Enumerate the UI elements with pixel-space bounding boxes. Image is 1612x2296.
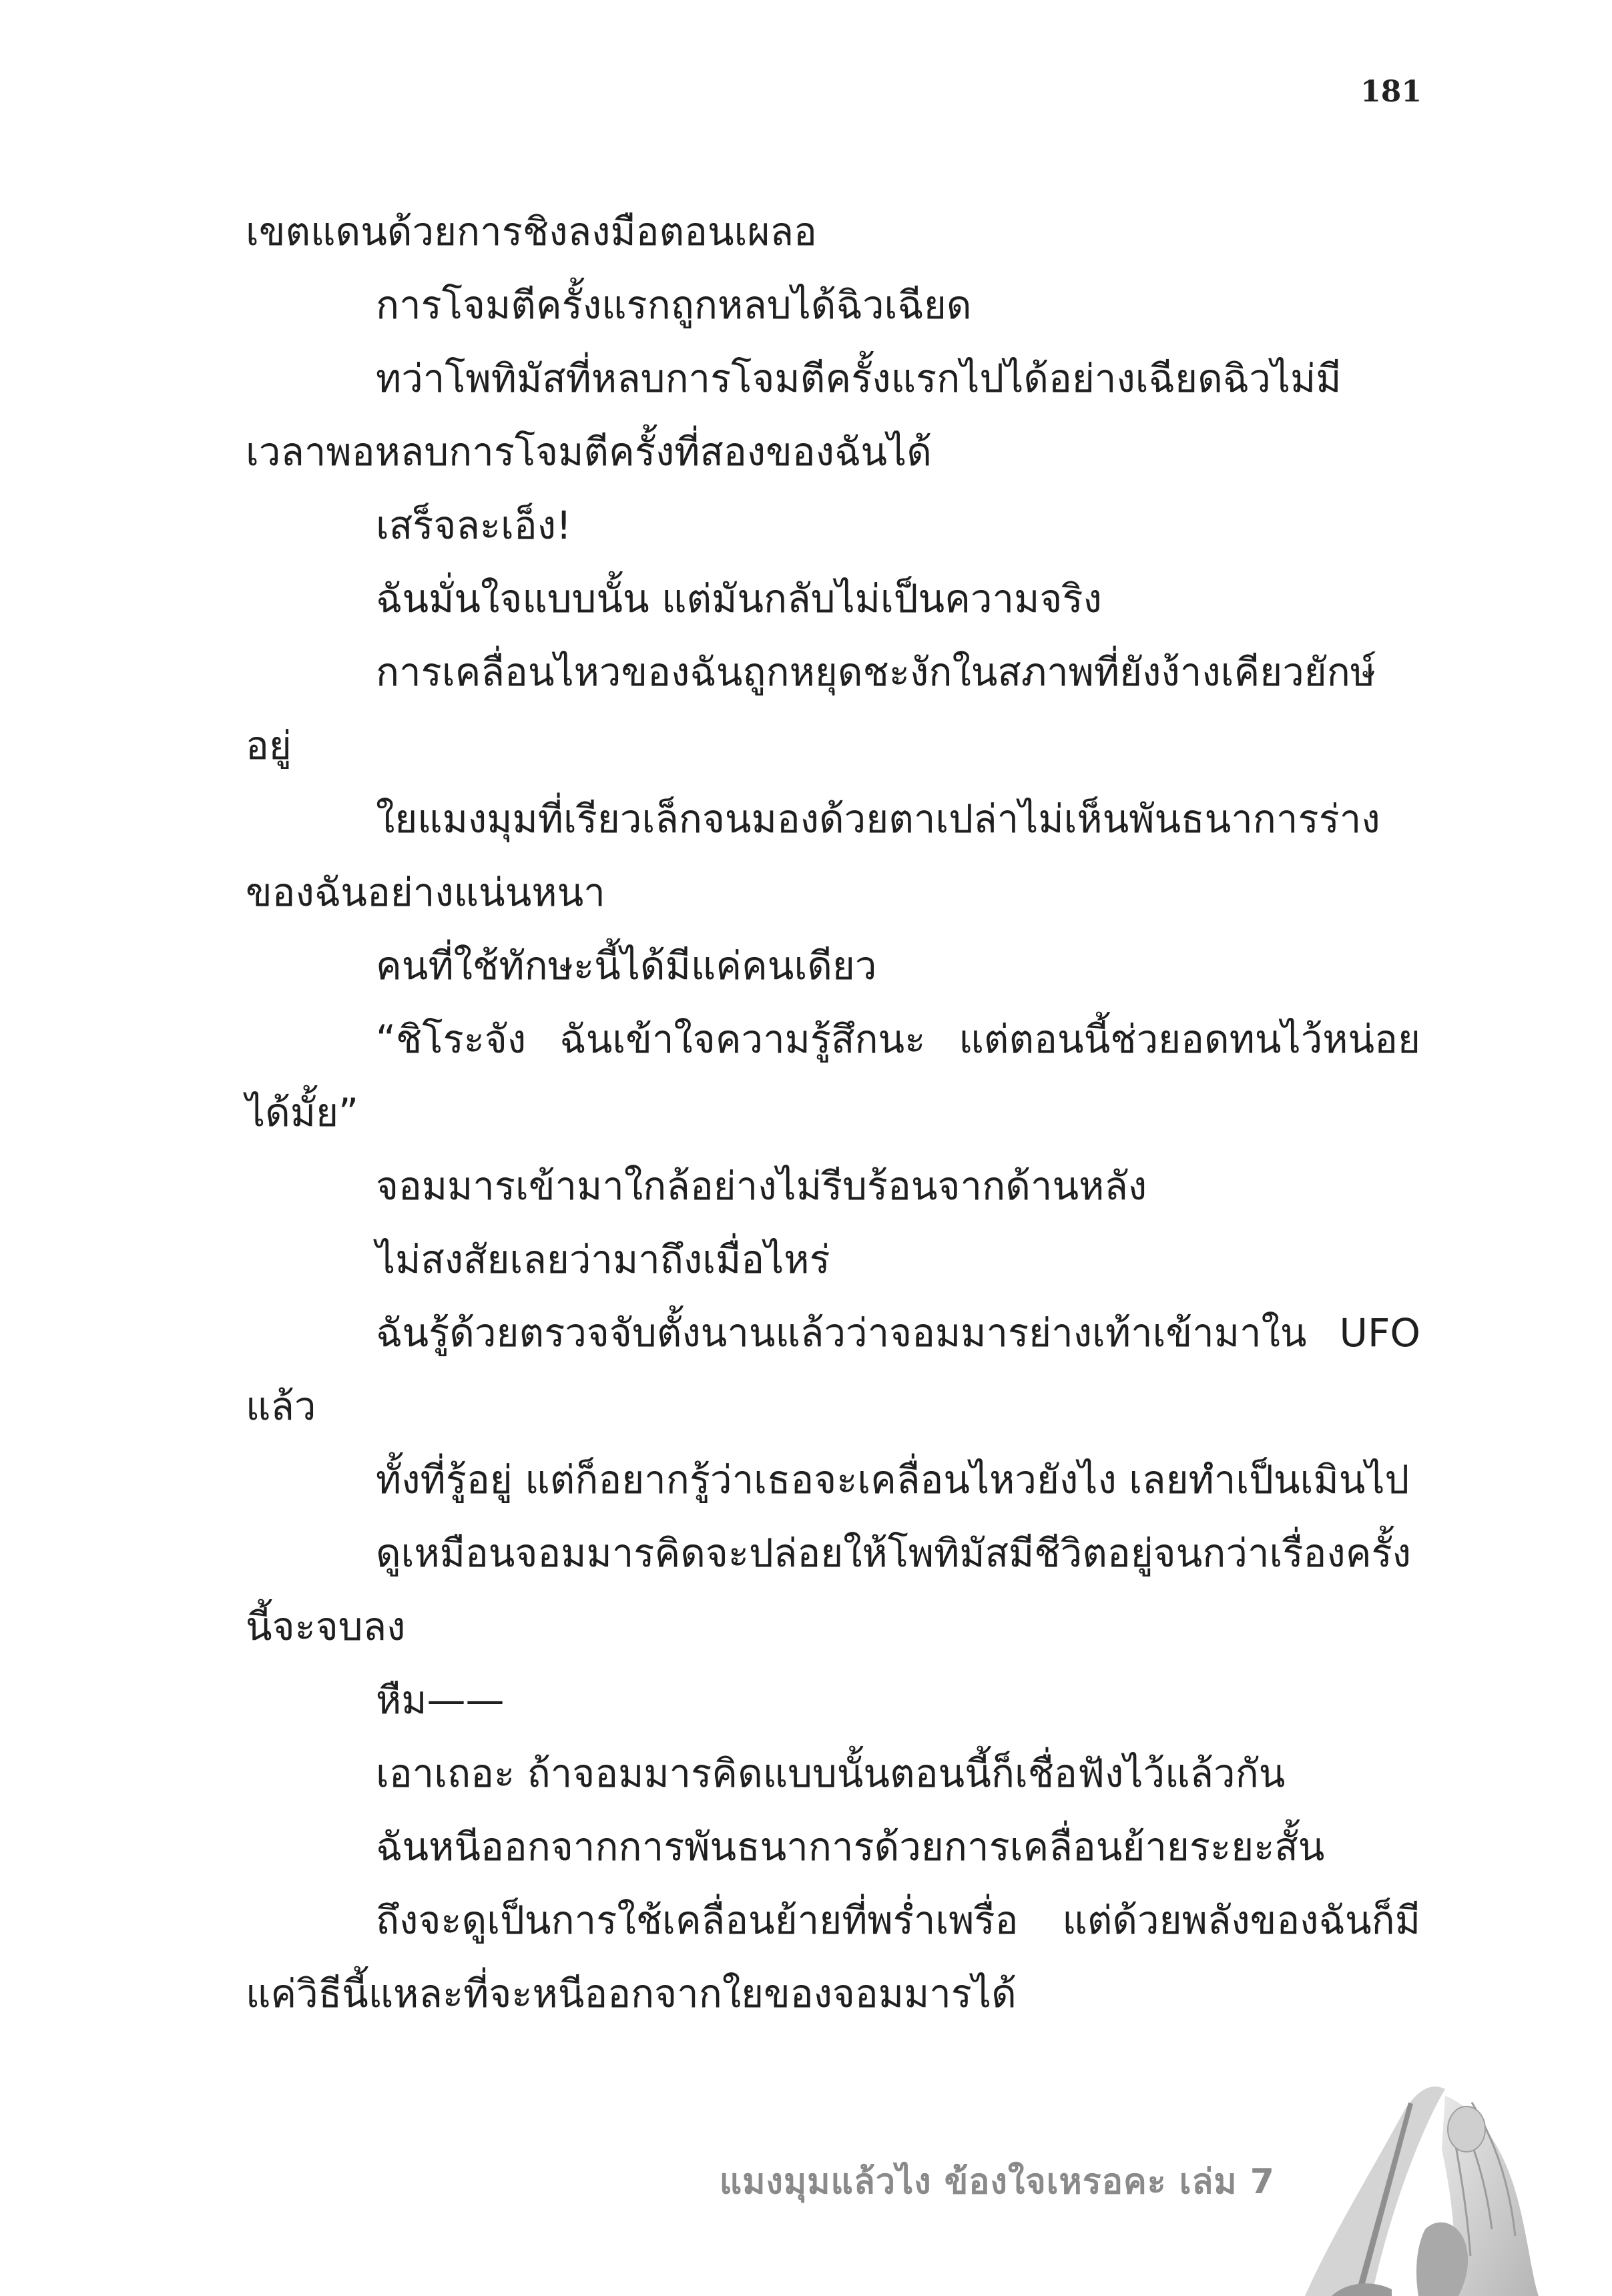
paragraph: การโจมตีครั้งแรกถูกหลบได้ฉิวเฉียด <box>376 282 972 328</box>
paragraph: ใยแมงมุมที่เรียวเล็กจนมองด้วยตาเปล่าไม่เห็นพันธนาการร่างของฉันอย่างแน่นหนา <box>246 796 1380 915</box>
body-text <box>246 195 1420 2030</box>
paragraph: การเคลื่อนไหวของฉันถูกหยุดชะงักในสภาพที่ยังง้างเคียวยักษ์อยู่ <box>246 649 1376 768</box>
paragraph: หืม—— <box>376 1677 505 1723</box>
corner-illustration <box>1292 2082 1545 2296</box>
paragraph: ไม่สงสัยเลยว่ามาถึงเมื่อไหร่ <box>376 1237 830 1282</box>
page-number: 181 <box>1360 75 1422 109</box>
footer-book-title: แมงมุมแล้วไง ข้องใจเหรอคะ เล่ม 7 <box>719 2162 1275 2202</box>
paragraph: “ชิโระจัง ฉันเข้าใจความรู้สึกนะ แต่ตอนนี้ช่วยอดทนไว้หน่อยได้มั้ย” <box>246 1017 1420 1135</box>
paragraph: คนที่ใช้ทักษะนี้ได้มีแค่คนเดียว <box>376 943 877 988</box>
paragraph: จอมมารเข้ามาใกล้อย่างไม่รีบร้อนจากด้านหลัง <box>376 1163 1147 1209</box>
paragraph: ทว่าโพทิมัสที่หลบการโจมตีครั้งแรกไปได้อย่างเฉียดฉิวไม่มีเวลาพอหลบการโจมตีครั้งที่สองของฉันได้ <box>246 356 1342 475</box>
paragraph: ฉันหนีออกจากการพันธนาการด้วยการเคลื่อนย้ายระยะสั้น <box>376 1824 1325 1870</box>
paragraph: ฉันมั่นใจแบบนั้น แต่มันกลับไม่เป็นความจริง <box>376 576 1102 621</box>
paragraph: ฉันรู้ด้วยตรวจจับตั้งนานแล้วว่าจอมมารย่างเท้าเข้ามาใน UFO แล้ว <box>246 1310 1420 1429</box>
paragraph: ถึงจะดูเป็นการใช้เคลื่อนย้ายที่พร่ำเพรื่อ แต่ด้วยพลังของฉันก็มีแค่วิธีนี้แหละที่จะหนีออกจากใยของจอมมารได้ <box>246 1898 1420 2016</box>
paragraph: เขตแดนด้วยการชิงลงมือตอนเผลอ <box>246 209 817 254</box>
paragraph: เอาเถอะ ถ้าจอมมารคิดแบบนั้นตอนนี้ก็เชื่อฟังไว้แล้วกัน <box>376 1751 1286 1796</box>
paragraph: ดูเหมือนจอมมารคิดจะปล่อยให้โพทิมัสมีชีวิตอยู่จนกว่าเรื่องครั้งนี้จะจบลง <box>246 1530 1411 1649</box>
paragraph: ทั้งที่รู้อยู่ แต่ก็อยากรู้ว่าเธอจะเคลื่อนไหวยังไง เลยทำเป็นเมินไป <box>376 1457 1410 1502</box>
paragraph: เสร็จละเอ็ง! <box>376 503 572 548</box>
